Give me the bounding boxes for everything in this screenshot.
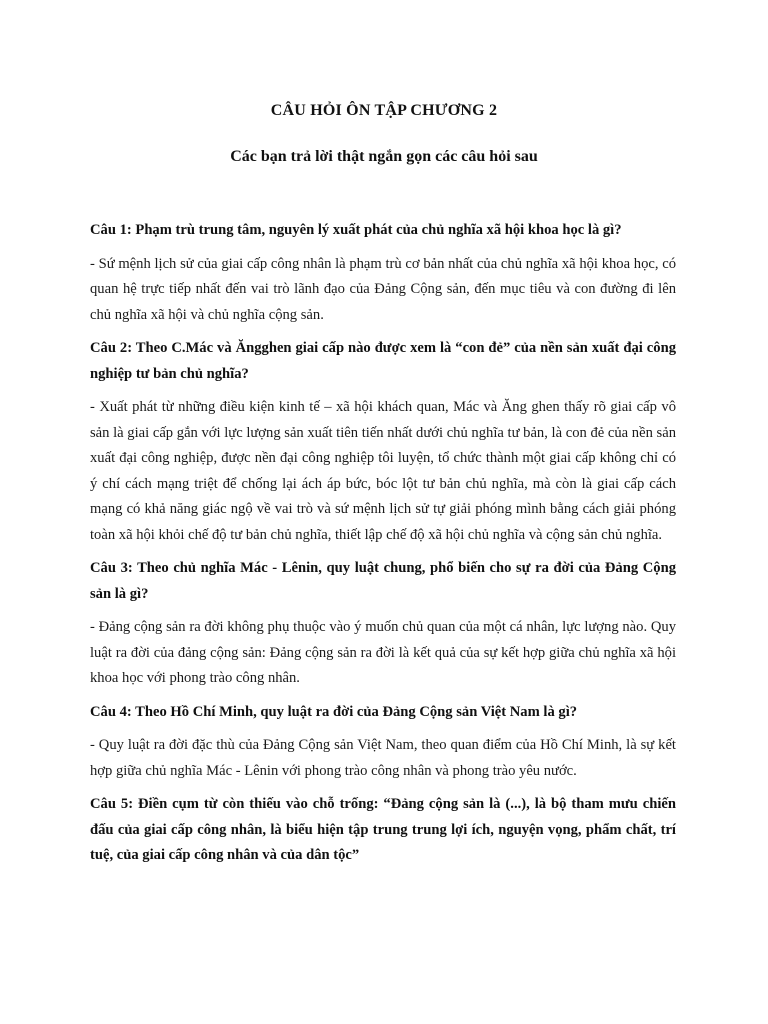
question-1: Câu 1: Phạm trù trung tâm, nguyên lý xuất phát của chủ nghĩa xã hội khoa học là gì? [90, 222, 622, 238]
question-2: Câu 2: Theo C.Mác và Ăngghen giai cấp nào được xem là “con đẻ” của nền sản xuất đại công nghiệp tư bản chủ nghĩa? [90, 340, 676, 382]
question-5: Câu 5: Điền cụm từ còn thiếu vào chỗ trống: “Đảng cộng sản là (...), là bộ tham mưu chiến đấu của giai cấp công nhân, là biểu hiện tập trung trung lợi ích, nguyện vọng, phẩm chất, trí tuệ, của giai cấp công nhân và của dân tộc” [90, 796, 676, 863]
answer-2: - Xuất phát từ những điều kiện kinh tế – xã hội khách quan, Mác và Ăng ghen thấy rõ giai cấp vô sản là giai cấp gắn với lực lượng sản xuất tiên tiến nhất dưới chủ nghĩa tư bản, là con đẻ của nền sản xuất đại công nghiệp, được nền đại công nghiệp tôi luyện, tổ chức thành một giai cấp không chỉ có ý chí cách mạng triệt để chống lại ách áp bức, bóc lột tư bản chủ nghĩa, mà còn là giai cấp cách mạng có khả năng giác ngộ về vai trò và sứ mệnh lịch sử tự giải phóng mình bằng cách giải phóng toàn xã hội khỏi chế độ tư bản chủ nghĩa, thiết lập chế độ xã hội chủ nghĩa và cộng sản chủ nghĩa. [90, 399, 676, 543]
question-list [90, 218, 676, 877]
page-title: CÂU HỎI ÔN TẬP CHƯƠNG 2 [270, 102, 498, 119]
answer-3: - Đảng cộng sản ra đời không phụ thuộc vào ý muốn chủ quan của một cá nhân, lực lượng nào. Quy luật ra đời của đảng cộng sản: Đảng cộng sản ra đời là kết quả của sự kết hợp giữa chủ nghĩa xã hội khoa học với phong trào công nhân. [90, 619, 676, 686]
answer-4: - Quy luật ra đời đặc thù của Đảng Cộng sản Việt Nam, theo quan điểm của Hồ Chí Minh, là sự kết hợp giữa chủ nghĩa Mác - Lênin với phong trào công nhân và phong trào yêu nước. [90, 737, 676, 779]
answer-1: - Sứ mệnh lịch sử của giai cấp công nhân là phạm trù cơ bản nhất của chủ nghĩa xã hội khoa học, có quan hệ trực tiếp nhất đến vai trò lãnh đạo của Đảng Cộng sản, đến mục tiêu và con đường đi lên chủ nghĩa xã hội và chủ nghĩa cộng sản. [90, 255, 676, 323]
question-3: Câu 3: Theo chủ nghĩa Mác - Lênin, quy luật chung, phổ biến cho sự ra đời của Đảng Cộng sản là gì? [90, 560, 676, 602]
page-subtitle: Các bạn trả lời thật ngắn gọn các câu hỏi sau [230, 148, 538, 165]
question-4: Câu 4: Theo Hồ Chí Minh, quy luật ra đời của Đảng Cộng sản Việt Nam là gì? [90, 703, 578, 720]
